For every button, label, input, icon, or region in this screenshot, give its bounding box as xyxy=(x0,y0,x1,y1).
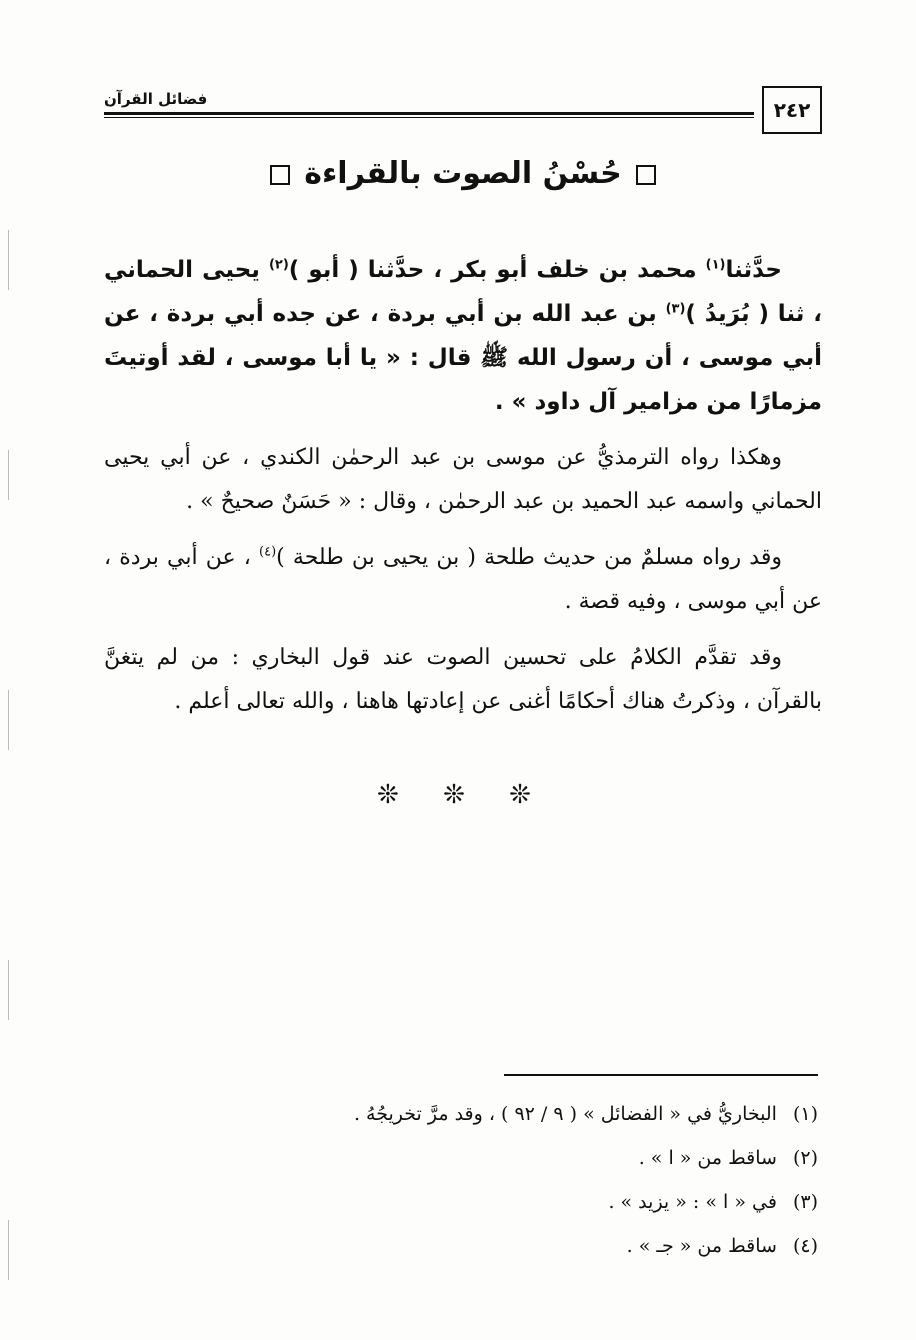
footnote-item xyxy=(138,1224,818,1268)
footnote-number: (٤) xyxy=(792,1235,818,1257)
page-number: ٢٤٢ xyxy=(762,86,822,134)
scan-margin-line xyxy=(8,230,9,290)
paragraph-muslim xyxy=(104,536,822,624)
scan-margin-line xyxy=(8,960,9,1020)
heading-square-icon xyxy=(270,165,290,185)
footnote-item xyxy=(138,1092,818,1136)
footnote-item xyxy=(138,1136,818,1180)
footnote-text: في « ا » : « يزيد » . xyxy=(608,1191,777,1213)
footnotes xyxy=(138,1092,818,1268)
section-heading-text: حُسْنُ الصوت بالقراءة xyxy=(304,156,622,191)
page-header xyxy=(104,80,822,140)
scan-margin-line xyxy=(8,690,9,750)
scan-margin-line xyxy=(8,1220,9,1280)
header-rule-thick xyxy=(104,112,754,115)
footnote-ref: (٤) xyxy=(259,544,277,560)
book-page xyxy=(104,80,822,1320)
footnote-number: (٣) xyxy=(792,1191,818,1213)
paragraph-hadith xyxy=(104,248,822,424)
paragraph-text: يحيى الحماني ، ثنا ( بُرَيدُ ) xyxy=(104,257,822,327)
paragraph-text: حدَّثنا xyxy=(725,257,782,283)
section-separator: ❊ ❊ ❊ xyxy=(377,780,549,810)
footnote-ref: (٣) xyxy=(665,301,686,317)
footnote-number: (١) xyxy=(792,1103,818,1125)
paragraph-text: بن عبد الله بن أبي بردة ، عن جده أبي بردة ، عن أبي موسى ، أن رسول الله ﷺ قال : « يا أبا موسى ، لقد أوتيتَ مزمارًا من مزامير آل داود » . xyxy=(104,301,822,415)
footnote-text: ساقط من « ا » . xyxy=(638,1147,777,1169)
paragraph-tirmidhi: وهكذا رواه الترمذيُّ عن موسى بن عبد الرحمٰن الكندي ، عن أبي يحيى الحماني واسمه عبد الحميد بن عبد الرحمٰن ، وقال : « حَسَنٌ صحيحٌ » . xyxy=(104,445,822,514)
footnote-rule xyxy=(504,1074,818,1076)
paragraph-text: محمد بن خلف أبو بكر ، حدَّثنا ( أبو ) xyxy=(288,257,706,283)
scan-margin-line xyxy=(8,450,9,500)
footnote-text: البخاريُّ في « الفضائل » ( ٩ / ٩٢ ) ، وقد مرَّ تخريجُهُ . xyxy=(353,1103,777,1125)
running-title: فضائل القرآن xyxy=(104,90,208,108)
body-text xyxy=(104,248,822,736)
footnote-ref: (١) xyxy=(705,257,726,273)
paragraph-text: وقد رواه مسلمٌ من حديث طلحة ( بن يحيى بن طلحة ) xyxy=(276,545,782,570)
heading-square-icon xyxy=(636,165,656,185)
section-heading xyxy=(104,156,822,191)
paragraph-text: ، عن أبي بردة ، عن أبي موسى ، وفيه قصة . xyxy=(104,545,822,614)
footnote-ref: (٢) xyxy=(268,257,289,273)
header-rule-thin xyxy=(104,117,754,118)
footnote-number: (٢) xyxy=(792,1147,818,1169)
footnote-text: ساقط من « جـ » . xyxy=(626,1235,777,1257)
paragraph-closing: وقد تقدَّم الكلامُ على تحسين الصوت عند قول البخاري : من لم يتغنَّ بالقرآن ، وذكرتُ هناك أحكامًا أغنى عن إعادتها هاهنا ، والله تعالى أعلم . xyxy=(104,645,822,714)
footnote-item xyxy=(138,1180,818,1224)
